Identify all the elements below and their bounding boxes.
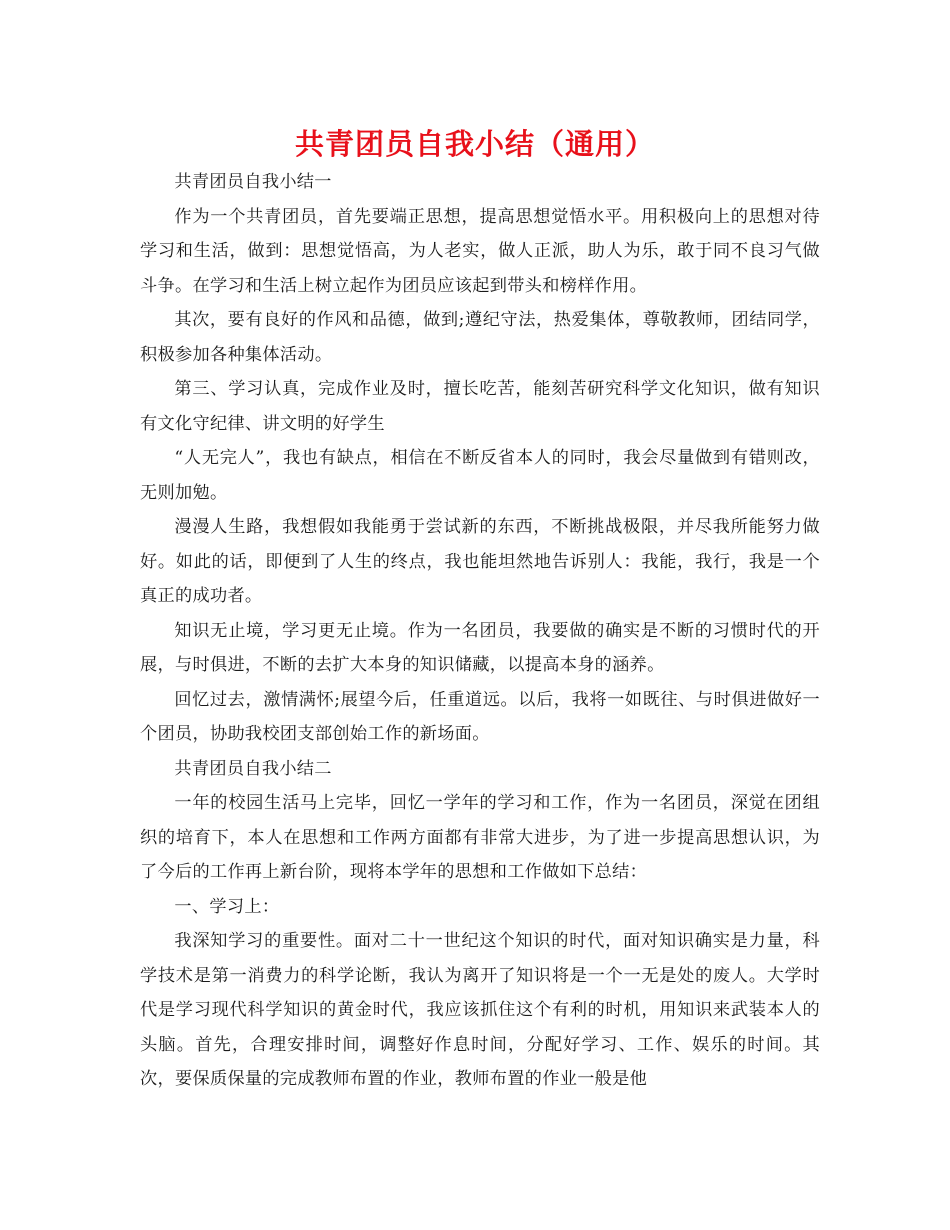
subsection-heading: 一、学习上： xyxy=(174,896,280,917)
paragraph: 其次，要有良好的作风和品德，做到;遵纪守法，热爱集体，尊敬教师，团结同学，积极参加各种集体活动。 xyxy=(140,310,820,365)
paragraph: 一年的校园生活马上完毕，回忆一学年的学习和工作，作为一名团员，深觉在团组织的培育下，本人在思想和工作两方面都有非常大进步，为了进一步提高思想认识，为了今后的工作再上新台阶，现将本学年的思想和工作做如下总结： xyxy=(140,793,820,882)
document-title: 共青团员自我小结（通用） xyxy=(294,127,655,161)
section-heading-1: 共青团员自我小结一 xyxy=(174,172,332,192)
document-body xyxy=(140,165,820,1097)
paragraph: 回忆过去，激情满怀;展望今后，任重道远。以后，我将一如既往、与时俱进做好一个团员，协助我校团支部创始工作的新场面。 xyxy=(140,689,820,744)
section-heading-2: 共青团员自我小结二 xyxy=(174,758,332,779)
paragraph: 漫漫人生路，我想假如我能勇于尝试新的东西，不断挑战极限，并尽我所能努力做好。如此的话，即便到了人生的终点，我也能坦然地告诉别人：我能，我行，我是一个真正的成功者。 xyxy=(140,517,820,606)
paragraph: 知识无止境，学习更无止境。作为一名团员，我要做的确实是不断的习惯时代的开展，与时俱进，不断的去扩大本身的知识储藏，以提高本身的涵养。 xyxy=(140,620,820,675)
paragraph: 我深知学习的重要性。面对二十一世纪这个知识的时代，面对知识确实是力量，科学技术是第一消费力的科学论断，我认为离开了知识将是一个一无是处的废人。大学时代是学习现代科学知识的黄金时代，我应该抓住这个有利的时机，用知识来武装本人的头脑。首先，合理安排时间，调整好作息时间，分配好学习、工作、娱乐的时间。其次，要保质保量的完成教师布置的作业，教师布置的作业一般是他 xyxy=(140,931,820,1089)
paragraph: “人无完人”，我也有缺点，相信在不断反省本人的同时，我会尽量做到有错则改，无则加勉。 xyxy=(140,448,820,503)
paragraph: 作为一个共青团员，首先要端正思想，提高思想觉悟水平。用积极向上的思想对待学习和生活，做到：思想觉悟高，为人老实，做人正派，助人为乐，敢于同不良习气做斗争。在学习和生活上树立起作为团员应该起到带头和榜样作用。 xyxy=(140,206,820,296)
paragraph: 第三、学习认真，完成作业及时，擅长吃苦，能刻苦研究科学文化知识，做有知识有文化守纪律、讲文明的好学生 xyxy=(140,379,820,434)
